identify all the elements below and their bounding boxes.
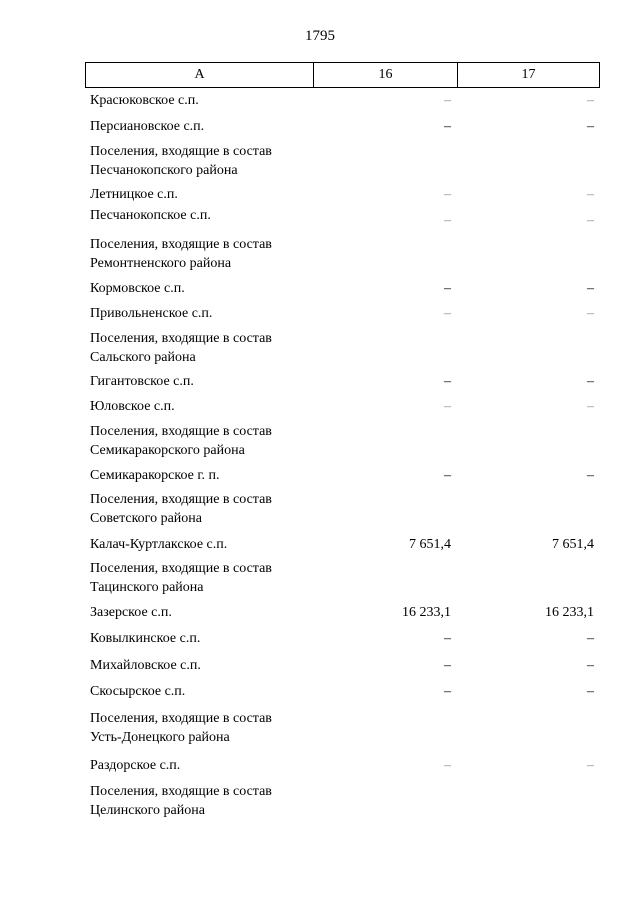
row-value-17: – xyxy=(587,281,594,296)
row-value-17: – xyxy=(587,213,594,228)
column-header-16: 16 xyxy=(314,63,458,87)
row-value-17: – xyxy=(587,119,594,134)
row-name: Поселения, входящие в состав Целинского района xyxy=(90,784,272,818)
row-value-16: – xyxy=(444,93,451,108)
page-number: 1795 xyxy=(305,28,335,44)
row-value-16: 16 233,1 xyxy=(402,605,451,620)
row-name: Летницкое с.п. xyxy=(90,187,178,202)
table-header xyxy=(85,62,600,88)
row-value-17: – xyxy=(587,758,594,773)
column-header-a: А xyxy=(86,63,314,87)
row-value-17: – xyxy=(587,468,594,483)
row-value-17: – xyxy=(587,684,594,699)
row-name: Михайловское с.п. xyxy=(90,658,201,673)
row-value-17: 16 233,1 xyxy=(545,605,594,620)
row-name: Поселения, входящие в состав Советского района xyxy=(90,492,272,526)
row-value-17: – xyxy=(587,93,594,108)
row-name: Семикаракорское г. п. xyxy=(90,468,220,483)
row-name: Поселения, входящие в состав Семикаракорского района xyxy=(90,424,272,458)
row-value-17: – xyxy=(587,399,594,414)
row-name: Ковылкинское с.п. xyxy=(90,631,201,646)
row-value-16: – xyxy=(444,758,451,773)
row-value-16: – xyxy=(444,306,451,321)
row-name: Поселения, входящие в состав Тацинского района xyxy=(90,561,272,595)
row-name: Калач-Куртлакское с.п. xyxy=(90,537,228,552)
row-name: Юловское с.п. xyxy=(90,399,175,414)
row-name: Поселения, входящие в состав Песчанокопского района xyxy=(90,144,272,178)
row-value-17: – xyxy=(587,658,594,673)
row-value-16: – xyxy=(444,684,451,699)
row-value-16: – xyxy=(444,187,451,202)
row-value-17: – xyxy=(587,374,594,389)
row-name: Поселения, входящие в состав Ремонтненского района xyxy=(90,237,272,271)
row-value-16: – xyxy=(444,631,451,646)
row-value-16: 7 651,4 xyxy=(409,537,451,552)
row-value-17: – xyxy=(587,187,594,202)
row-name: Скосырское с.п. xyxy=(90,684,186,699)
row-value-16: – xyxy=(444,213,451,228)
row-name: Кормовское с.п. xyxy=(90,281,185,296)
row-value-16: – xyxy=(444,468,451,483)
row-value-16: – xyxy=(444,658,451,673)
row-value-16: – xyxy=(444,399,451,414)
row-value-17: 7 651,4 xyxy=(552,537,594,552)
row-value-17: – xyxy=(587,631,594,646)
row-value-16: – xyxy=(444,119,451,134)
row-name: Поселения, входящие в состав Сальского района xyxy=(90,331,272,365)
row-name: Привольненское с.п. xyxy=(90,306,213,321)
row-name: Зазерское с.п. xyxy=(90,605,172,620)
row-name: Раздорское с.п. xyxy=(90,758,181,773)
row-value-17: – xyxy=(587,306,594,321)
row-value-16: – xyxy=(444,281,451,296)
column-header-17: 17 xyxy=(521,67,536,82)
row-name: Поселения, входящие в состав Усть-Донецкого района xyxy=(90,711,272,745)
row-name: Песчанокопское с.п. xyxy=(90,208,211,223)
row-value-16: – xyxy=(444,374,451,389)
row-name: Персиановское с.п. xyxy=(90,119,205,134)
row-name: Красюковское с.п. xyxy=(90,93,199,108)
row-name: Гигантовское с.п. xyxy=(90,374,194,389)
